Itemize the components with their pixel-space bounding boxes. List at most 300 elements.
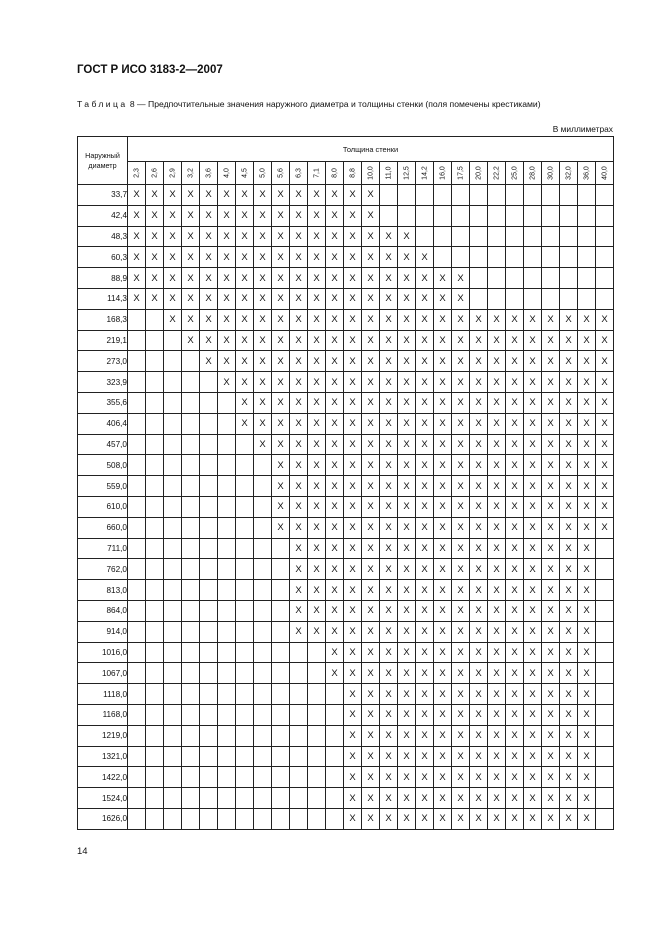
mark-cell: X [506, 517, 524, 538]
table-row [78, 351, 614, 372]
mark-cell: X [560, 351, 578, 372]
empty-cell [596, 559, 614, 580]
empty-cell [506, 247, 524, 268]
empty-cell [218, 413, 236, 434]
empty-cell [146, 788, 164, 809]
mark-cell: X [362, 205, 380, 226]
wall-thickness-column-header [272, 162, 290, 185]
mark-cell: X [434, 725, 452, 746]
diameter-cell: 273,0 [78, 351, 128, 372]
wall-thickness-label: 11,0 [385, 166, 392, 180]
mark-cell: X [272, 205, 290, 226]
mark-cell: X [578, 372, 596, 393]
mark-cell: X [308, 392, 326, 413]
empty-cell [596, 808, 614, 829]
mark-cell: X [416, 351, 434, 372]
mark-cell: X [416, 600, 434, 621]
empty-cell [416, 205, 434, 226]
empty-cell [596, 247, 614, 268]
empty-cell [290, 704, 308, 725]
mark-cell: X [470, 746, 488, 767]
mark-cell: X [470, 788, 488, 809]
diameter-cell: 1067,0 [78, 663, 128, 684]
mark-cell: X [578, 704, 596, 725]
mark-cell: X [434, 455, 452, 476]
mark-cell: X [362, 476, 380, 497]
mark-cell: X [470, 808, 488, 829]
empty-cell [128, 496, 146, 517]
empty-cell [596, 704, 614, 725]
mark-cell: X [452, 517, 470, 538]
empty-cell [128, 330, 146, 351]
mark-cell: X [434, 559, 452, 580]
mark-cell: X [200, 205, 218, 226]
mark-cell: X [380, 808, 398, 829]
empty-cell [272, 621, 290, 642]
empty-cell [272, 684, 290, 705]
mark-cell: X [506, 538, 524, 559]
mark-cell: X [488, 517, 506, 538]
empty-cell [308, 663, 326, 684]
wall-thickness-label: 30,0 [547, 166, 554, 180]
mark-cell: X [362, 580, 380, 601]
mark-cell: X [398, 642, 416, 663]
mark-cell: X [452, 372, 470, 393]
mark-cell: X [362, 788, 380, 809]
empty-cell [182, 538, 200, 559]
empty-cell [128, 663, 146, 684]
diameter-cell: 1422,0 [78, 767, 128, 788]
mark-cell: X [470, 351, 488, 372]
mark-cell: X [182, 205, 200, 226]
empty-cell [254, 455, 272, 476]
mark-cell: X [524, 434, 542, 455]
mark-cell: X [524, 309, 542, 330]
empty-cell [200, 372, 218, 393]
mark-cell: X [398, 580, 416, 601]
empty-cell [470, 247, 488, 268]
mark-cell: X [398, 788, 416, 809]
mark-cell: X [308, 434, 326, 455]
mark-cell: X [416, 788, 434, 809]
mark-cell: X [308, 496, 326, 517]
diameter-cell: 1219,0 [78, 725, 128, 746]
empty-cell [236, 434, 254, 455]
diameter-cell: 1524,0 [78, 788, 128, 809]
table-row [78, 496, 614, 517]
mark-cell: X [488, 351, 506, 372]
mark-cell: X [272, 413, 290, 434]
mark-cell: X [416, 767, 434, 788]
empty-cell [128, 413, 146, 434]
mark-cell: X [524, 351, 542, 372]
empty-cell [470, 288, 488, 309]
wall-thickness-column-header [560, 162, 578, 185]
mark-cell: X [344, 185, 362, 206]
mark-cell: X [416, 684, 434, 705]
empty-cell [596, 621, 614, 642]
table-row [78, 808, 614, 829]
mark-cell: X [398, 434, 416, 455]
mark-cell: X [452, 476, 470, 497]
wall-thickness-label: 4,5 [241, 168, 248, 178]
empty-cell [164, 434, 182, 455]
empty-cell [236, 788, 254, 809]
wall-thickness-column-header [218, 162, 236, 185]
mark-cell: X [326, 663, 344, 684]
empty-cell [200, 663, 218, 684]
mark-cell: X [128, 226, 146, 247]
empty-cell [182, 808, 200, 829]
mark-cell: X [344, 767, 362, 788]
mark-cell: X [506, 663, 524, 684]
table-row [78, 309, 614, 330]
mark-cell: X [344, 288, 362, 309]
empty-cell [326, 725, 344, 746]
mark-cell: X [524, 663, 542, 684]
diameter-cell: 323,9 [78, 372, 128, 393]
wall-thickness-column-header [344, 162, 362, 185]
mark-cell: X [524, 330, 542, 351]
mark-cell: X [398, 288, 416, 309]
mark-cell: X [398, 538, 416, 559]
empty-cell [182, 496, 200, 517]
mark-cell: X [506, 580, 524, 601]
table-row [78, 684, 614, 705]
mark-cell: X [272, 309, 290, 330]
empty-cell [164, 684, 182, 705]
mark-cell: X [254, 351, 272, 372]
empty-cell [236, 684, 254, 705]
diameter-cell: 219,1 [78, 330, 128, 351]
empty-cell [164, 580, 182, 601]
mark-cell: X [434, 330, 452, 351]
mark-cell: X [560, 808, 578, 829]
mark-cell: X [380, 288, 398, 309]
mark-cell: X [308, 580, 326, 601]
mark-cell: X [236, 226, 254, 247]
empty-cell [146, 413, 164, 434]
mark-cell: X [416, 496, 434, 517]
empty-cell [452, 247, 470, 268]
mark-cell: X [146, 247, 164, 268]
wall-thickness-column-header [470, 162, 488, 185]
empty-cell [218, 392, 236, 413]
mark-cell: X [362, 642, 380, 663]
mark-cell: X [362, 600, 380, 621]
mark-cell: X [164, 185, 182, 206]
mark-cell: X [524, 767, 542, 788]
empty-cell [578, 247, 596, 268]
empty-cell [236, 663, 254, 684]
mark-cell: X [524, 476, 542, 497]
mark-cell: X [236, 185, 254, 206]
mark-cell: X [182, 185, 200, 206]
empty-cell [596, 538, 614, 559]
mark-cell: X [434, 746, 452, 767]
mark-cell: X [398, 392, 416, 413]
mark-cell: X [578, 455, 596, 476]
mark-cell: X [434, 642, 452, 663]
empty-cell [560, 268, 578, 289]
empty-cell [182, 684, 200, 705]
empty-cell [146, 684, 164, 705]
mark-cell: X [470, 413, 488, 434]
empty-cell [308, 725, 326, 746]
mark-cell: X [362, 372, 380, 393]
mark-cell: X [542, 725, 560, 746]
mark-cell: X [560, 372, 578, 393]
empty-cell [128, 642, 146, 663]
mark-cell: X [578, 351, 596, 372]
empty-cell [596, 580, 614, 601]
table-row [78, 392, 614, 413]
empty-cell [182, 621, 200, 642]
empty-cell [146, 580, 164, 601]
mark-cell: X [128, 185, 146, 206]
mark-cell: X [488, 559, 506, 580]
mark-cell: X [362, 185, 380, 206]
mark-cell: X [236, 309, 254, 330]
empty-cell [164, 330, 182, 351]
empty-cell [128, 704, 146, 725]
mark-cell: X [272, 392, 290, 413]
mark-cell: X [542, 580, 560, 601]
mark-cell: X [380, 392, 398, 413]
mark-cell: X [344, 351, 362, 372]
mark-cell: X [578, 580, 596, 601]
mark-cell: X [506, 808, 524, 829]
empty-cell [254, 517, 272, 538]
table-row [78, 185, 614, 206]
mark-cell: X [488, 725, 506, 746]
empty-cell [308, 788, 326, 809]
mark-cell: X [560, 434, 578, 455]
mark-cell: X [596, 351, 614, 372]
diameter-cell: 914,0 [78, 621, 128, 642]
mark-cell: X [326, 288, 344, 309]
mark-cell: X [416, 330, 434, 351]
empty-cell [200, 538, 218, 559]
mark-cell: X [524, 808, 542, 829]
mark-cell: X [542, 413, 560, 434]
mark-cell: X [524, 517, 542, 538]
empty-cell [506, 205, 524, 226]
mark-cell: X [560, 746, 578, 767]
mark-cell: X [560, 476, 578, 497]
mark-cell: X [182, 268, 200, 289]
mark-cell: X [398, 268, 416, 289]
mark-cell: X [578, 725, 596, 746]
empty-cell [470, 268, 488, 289]
mark-cell: X [380, 684, 398, 705]
mark-cell: X [452, 351, 470, 372]
mark-cell: X [452, 538, 470, 559]
empty-cell [596, 268, 614, 289]
empty-cell [218, 746, 236, 767]
empty-cell [218, 580, 236, 601]
mark-cell: X [380, 309, 398, 330]
empty-cell [254, 476, 272, 497]
mark-cell: X [272, 185, 290, 206]
empty-cell [128, 725, 146, 746]
mark-cell: X [290, 351, 308, 372]
mark-cell: X [254, 268, 272, 289]
mark-cell: X [236, 351, 254, 372]
table-row [78, 663, 614, 684]
mark-cell: X [452, 725, 470, 746]
empty-cell [254, 704, 272, 725]
empty-cell [236, 642, 254, 663]
mark-cell: X [524, 496, 542, 517]
mark-cell: X [362, 684, 380, 705]
mark-cell: X [506, 413, 524, 434]
mark-cell: X [542, 559, 560, 580]
wall-thickness-column-header [200, 162, 218, 185]
wall-thickness-label: 16,0 [439, 166, 446, 180]
mark-cell: X [506, 621, 524, 642]
wall-thickness-column-header [236, 162, 254, 185]
mark-cell: X [542, 309, 560, 330]
mark-cell: X [344, 684, 362, 705]
mark-cell: X [452, 808, 470, 829]
diameter-cell: 88,9 [78, 268, 128, 289]
empty-cell [452, 226, 470, 247]
mark-cell: X [470, 538, 488, 559]
empty-cell [326, 746, 344, 767]
mark-cell: X [362, 767, 380, 788]
mark-cell: X [398, 455, 416, 476]
mark-cell: X [164, 309, 182, 330]
empty-cell [164, 559, 182, 580]
mark-cell: X [326, 538, 344, 559]
table-row [78, 600, 614, 621]
mark-cell: X [398, 476, 416, 497]
empty-cell [524, 268, 542, 289]
mark-cell: X [506, 309, 524, 330]
empty-cell [308, 767, 326, 788]
mark-cell: X [236, 330, 254, 351]
mark-cell: X [524, 684, 542, 705]
mark-cell: X [308, 268, 326, 289]
mark-cell: X [398, 600, 416, 621]
empty-cell [596, 663, 614, 684]
empty-cell [200, 808, 218, 829]
mark-cell: X [488, 434, 506, 455]
mark-cell: X [398, 517, 416, 538]
empty-cell [596, 725, 614, 746]
mark-cell: X [434, 268, 452, 289]
mark-cell: X [218, 268, 236, 289]
empty-cell [272, 704, 290, 725]
empty-cell [596, 600, 614, 621]
empty-cell [164, 746, 182, 767]
mark-cell: X [488, 392, 506, 413]
table-row [78, 580, 614, 601]
mark-cell: X [506, 746, 524, 767]
mark-cell: X [506, 455, 524, 476]
diameter-cell: 1321,0 [78, 746, 128, 767]
empty-cell [506, 226, 524, 247]
empty-cell [578, 185, 596, 206]
mark-cell: X [290, 309, 308, 330]
mark-cell: X [182, 247, 200, 268]
mark-cell: X [146, 268, 164, 289]
mark-cell: X [380, 600, 398, 621]
diameter-cell: 406,4 [78, 413, 128, 434]
mark-cell: X [542, 392, 560, 413]
mark-cell: X [578, 330, 596, 351]
empty-cell [596, 288, 614, 309]
mark-cell: X [560, 455, 578, 476]
mark-cell: X [164, 288, 182, 309]
mark-cell: X [506, 330, 524, 351]
mark-cell: X [578, 392, 596, 413]
mark-cell: X [272, 372, 290, 393]
mark-cell: X [254, 247, 272, 268]
wall-thickness-label: 3,2 [187, 168, 194, 178]
empty-cell [236, 600, 254, 621]
mark-cell: X [362, 559, 380, 580]
empty-cell [146, 559, 164, 580]
empty-cell [596, 226, 614, 247]
mark-cell: X [344, 309, 362, 330]
mark-cell: X [452, 434, 470, 455]
mark-cell: X [290, 372, 308, 393]
mark-cell: X [182, 226, 200, 247]
empty-cell [182, 559, 200, 580]
mark-cell: X [470, 372, 488, 393]
mark-cell: X [236, 268, 254, 289]
diameter-cell: 42,4 [78, 205, 128, 226]
mark-cell: X [434, 434, 452, 455]
empty-cell [164, 767, 182, 788]
mark-cell: X [308, 247, 326, 268]
mark-cell: X [434, 704, 452, 725]
empty-cell [146, 767, 164, 788]
mark-cell: X [542, 767, 560, 788]
table-row [78, 288, 614, 309]
mark-cell: X [254, 226, 272, 247]
mark-cell: X [362, 455, 380, 476]
mark-cell: X [218, 288, 236, 309]
mark-cell: X [416, 392, 434, 413]
diameter-cell: 168,3 [78, 309, 128, 330]
wall-thickness-label: 2,3 [133, 168, 140, 178]
mark-cell: X [344, 247, 362, 268]
mark-cell: X [326, 496, 344, 517]
mark-cell: X [344, 663, 362, 684]
mark-cell: X [272, 476, 290, 497]
mark-cell: X [272, 288, 290, 309]
wall-thickness-label: 4,0 [223, 168, 230, 178]
empty-cell [164, 392, 182, 413]
table-row [78, 455, 614, 476]
mark-cell: X [362, 351, 380, 372]
empty-cell [128, 476, 146, 497]
empty-cell [182, 392, 200, 413]
mark-cell: X [524, 392, 542, 413]
wall-thickness-column-header [326, 162, 344, 185]
empty-cell [164, 808, 182, 829]
empty-cell [578, 226, 596, 247]
empty-cell [218, 642, 236, 663]
mark-cell: X [326, 226, 344, 247]
empty-cell [182, 517, 200, 538]
wall-thickness-label: 6,3 [295, 168, 302, 178]
document-title: ГОСТ Р ИСО 3183-2—2007 [77, 64, 223, 76]
mark-cell: X [380, 767, 398, 788]
